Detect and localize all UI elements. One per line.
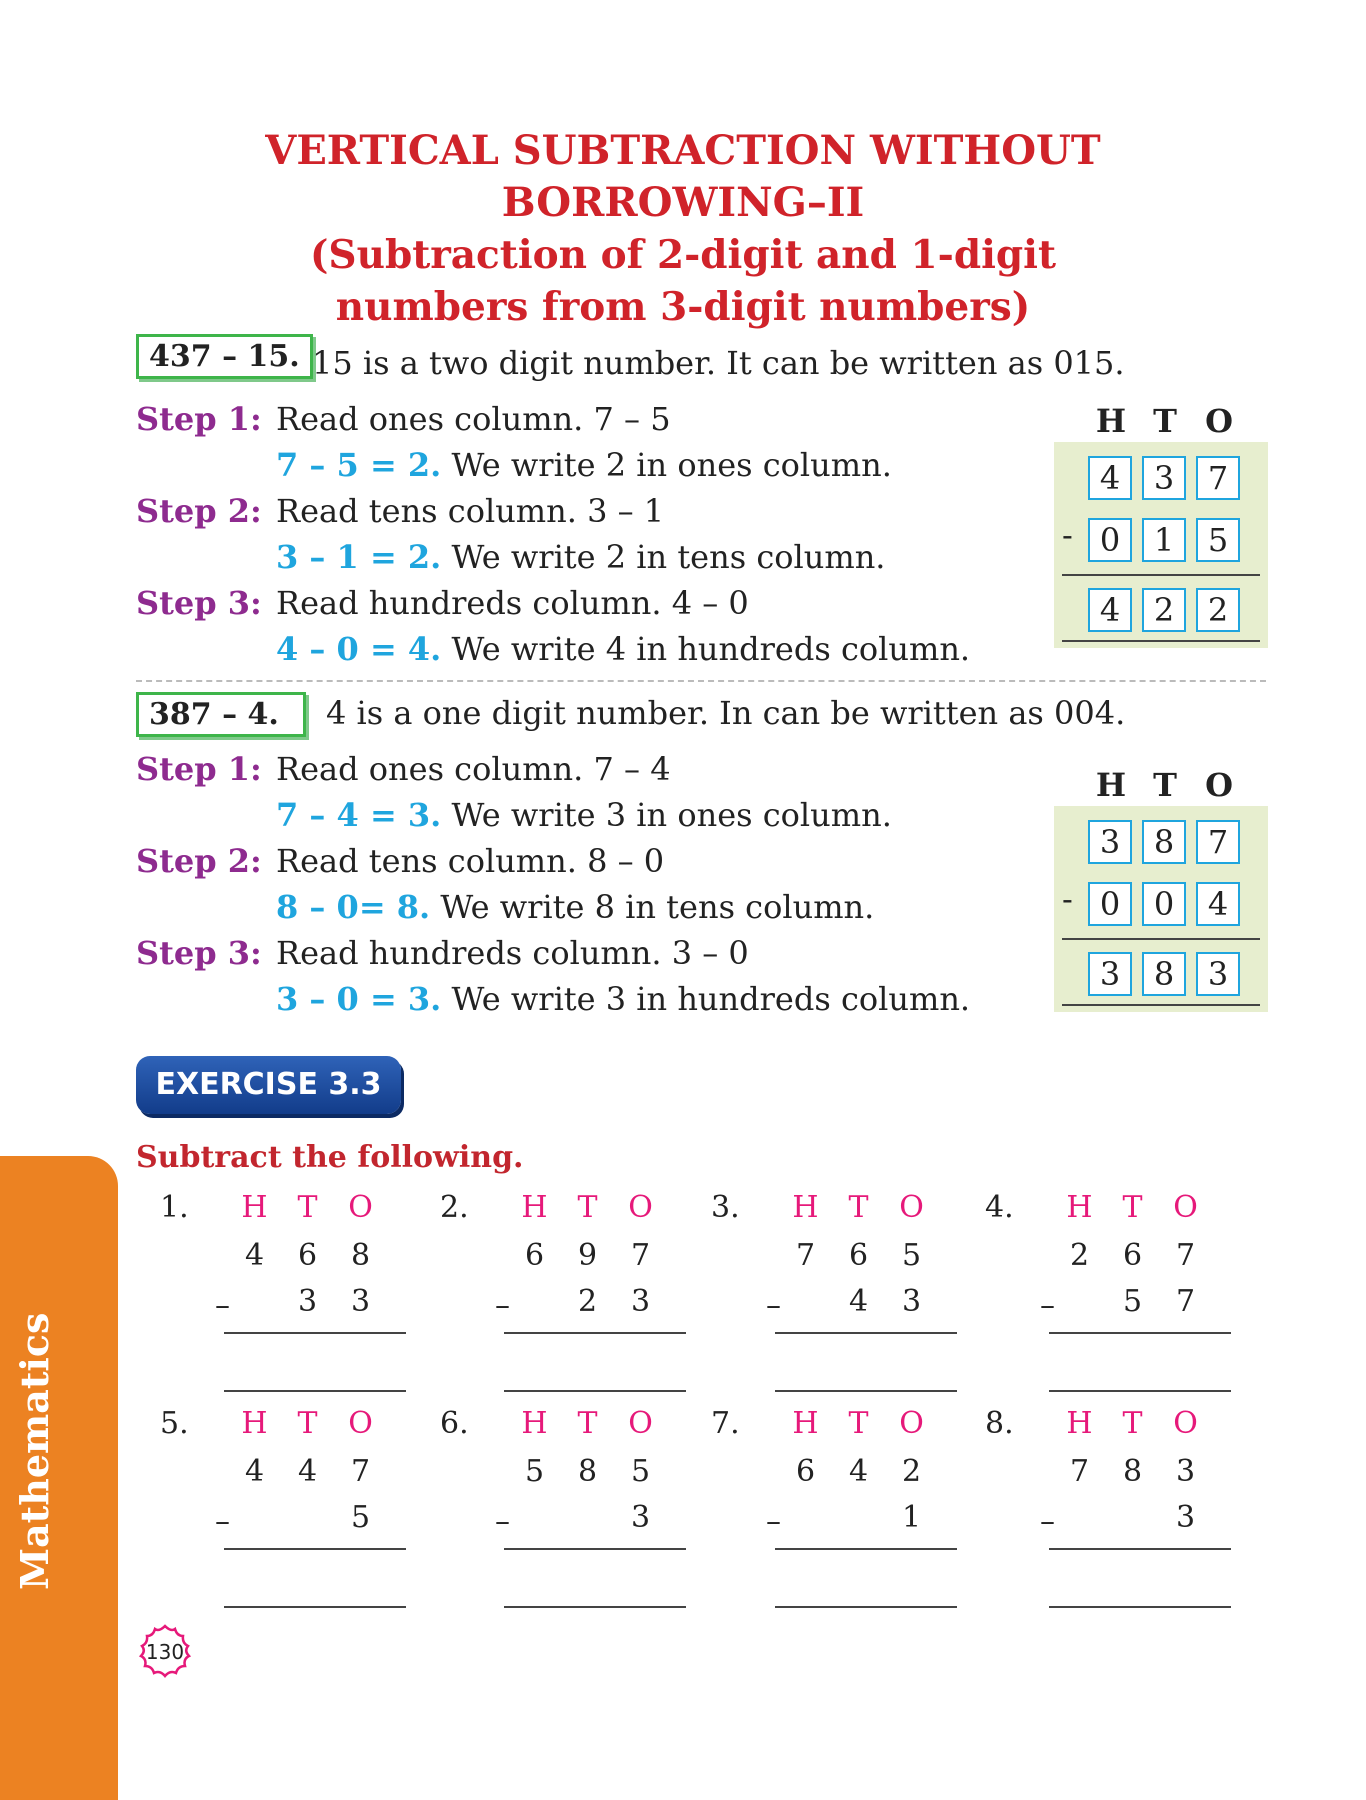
example1-subtrahend-o: 5 — [1196, 518, 1240, 562]
problem-subtrahend — [1053, 1500, 1212, 1535]
problem-subtrahend — [779, 1284, 938, 1319]
problem-top-digit: 3 — [1175, 1454, 1196, 1489]
exercise-instruction: Subtract the following. — [136, 1140, 524, 1175]
problem-hto-header — [1053, 1190, 1212, 1225]
example1-minuend-o: 7 — [1196, 456, 1240, 500]
problem-hto-h: H — [521, 1406, 548, 1441]
example2-step2-result: We write 8 in tens column. — [430, 888, 875, 926]
problem-hto-o: O — [1173, 1190, 1198, 1225]
problem-answer-line — [1049, 1390, 1231, 1392]
problem-number: 1. — [160, 1190, 189, 1225]
problem-number: 2. — [440, 1190, 469, 1225]
example2-minuend-t: 8 — [1142, 820, 1186, 864]
problem-hto-o: O — [628, 1406, 653, 1441]
problem-hto-o: O — [628, 1190, 653, 1225]
example2-label: 387 – 4. — [136, 692, 306, 737]
example1-o: O — [1205, 402, 1233, 440]
exercise-problem — [440, 1190, 670, 1390]
page-number-badge — [130, 1620, 200, 1690]
problem-hto-o: O — [899, 1406, 924, 1441]
example1-step2-result: We write 2 in tens column. — [441, 538, 886, 576]
example1-step1-calc: 7 – 5 = 2. — [276, 446, 442, 484]
problem-minus: – — [766, 1288, 781, 1323]
example2-step2-calc: 8 – 0= 8. — [276, 888, 431, 926]
example2-answer-t: 8 — [1142, 952, 1186, 996]
problem-subtrahend — [508, 1284, 667, 1319]
problem-top-digit: 5 — [901, 1238, 922, 1273]
problem-hto-t: T — [577, 1406, 598, 1441]
example1-minuend-h: 4 — [1088, 456, 1132, 500]
subject-sidebar-label — [12, 1490, 57, 1590]
problem-top-digit: 7 — [795, 1238, 816, 1273]
example1-t: T — [1153, 402, 1177, 440]
page-title — [0, 125, 1366, 333]
problem-minus: – — [1040, 1288, 1055, 1323]
problem-bottom-digit: 7 — [1175, 1284, 1196, 1319]
example2-step2-calc-line — [276, 888, 874, 926]
example1-step2-label: Step 2: — [136, 492, 262, 530]
example1-answer-h: 4 — [1088, 588, 1132, 632]
example2-step1-calc: 7 – 4 = 3. — [276, 796, 442, 834]
example2-subtrahend-h: 0 — [1088, 882, 1132, 926]
title-line-3: (Subtraction of 2-digit and 1-digit — [309, 232, 1057, 278]
problem-top-digit: 4 — [244, 1238, 265, 1273]
problem-line — [1049, 1332, 1231, 1334]
exercise-problem — [160, 1190, 390, 1390]
problem-hto-header — [508, 1406, 667, 1441]
problem-hto-o: O — [348, 1190, 373, 1225]
problem-bottom-digit: 3 — [901, 1284, 922, 1319]
problem-top-digit: 4 — [297, 1454, 318, 1489]
example1-answer-t: 2 — [1142, 588, 1186, 632]
problem-minus: – — [495, 1504, 510, 1539]
example1-intro: 15 is a two digit number. It can be written as 015. — [312, 344, 1125, 382]
problem-hto-o: O — [1173, 1406, 1198, 1441]
example2-h: H — [1095, 766, 1127, 804]
problem-answer-line — [224, 1606, 406, 1608]
problem-top-digit: 7 — [1175, 1238, 1196, 1273]
problem-hto-header — [779, 1190, 938, 1225]
problem-top-digit: 6 — [795, 1454, 816, 1489]
problem-bottom-digit: 3 — [297, 1284, 318, 1319]
problem-line — [504, 1548, 686, 1550]
problem-top-digit: 6 — [848, 1238, 869, 1273]
problem-hto-header — [508, 1190, 667, 1225]
problem-answer-line — [775, 1606, 957, 1608]
example1-minuend-t: 3 — [1142, 456, 1186, 500]
example2-step3-label: Step 3: — [136, 934, 262, 972]
example2-step3-calc: 3 – 0 = 3. — [276, 980, 442, 1018]
example2-minus: - — [1062, 880, 1073, 918]
problem-bottom-digit: 3 — [350, 1284, 371, 1319]
exercise-problem — [440, 1406, 670, 1606]
problem-hto-header — [228, 1406, 387, 1441]
example2-step3-calc-line — [276, 980, 970, 1018]
problem-line — [224, 1548, 406, 1550]
problem-hto-h: H — [1066, 1190, 1093, 1225]
problem-minus: – — [215, 1288, 230, 1323]
example2-step3-result: We write 3 in hundreds column. — [441, 980, 971, 1018]
problem-minus: – — [215, 1504, 230, 1539]
problem-hto-o: O — [348, 1406, 373, 1441]
problem-subtrahend — [508, 1500, 667, 1535]
example1-step2-calc-line — [276, 538, 885, 576]
problem-top-digit: 5 — [630, 1454, 651, 1489]
example1-step1-label: Step 1: — [136, 400, 262, 438]
example2-line-2 — [1062, 1004, 1260, 1006]
problem-minus: – — [766, 1504, 781, 1539]
example2-subtrahend-t: 0 — [1142, 882, 1186, 926]
problem-hto-h: H — [792, 1406, 819, 1441]
example1-line-1 — [1062, 574, 1260, 576]
problem-top-digit: 2 — [1069, 1238, 1090, 1273]
problem-answer-line — [775, 1390, 957, 1392]
example1-hto-header — [1084, 402, 1246, 440]
example1-answer-o: 2 — [1196, 588, 1240, 632]
example2-minuend-h: 3 — [1088, 820, 1132, 864]
problem-top-digit: 5 — [524, 1454, 545, 1489]
problem-top-digit: 7 — [350, 1454, 371, 1489]
problem-hto-t: T — [297, 1190, 318, 1225]
problem-subtrahend — [1053, 1284, 1212, 1319]
example2-step2-text: Read tens column. 8 – 0 — [276, 842, 665, 880]
problem-number: 3. — [711, 1190, 740, 1225]
page-number: 130 — [145, 1640, 185, 1664]
example1-step2-text: Read tens column. 3 – 1 — [276, 492, 665, 530]
example1-step3-calc: 4 – 0 = 4. — [276, 630, 442, 668]
problem-top-digit: 8 — [577, 1454, 598, 1489]
problem-answer-line — [504, 1606, 686, 1608]
example2-hto-header — [1084, 766, 1246, 804]
problem-minuend — [779, 1238, 938, 1273]
problem-answer-line — [504, 1390, 686, 1392]
problem-top-digit: 6 — [524, 1238, 545, 1273]
problem-number: 5. — [160, 1406, 189, 1441]
problem-hto-o: O — [899, 1190, 924, 1225]
example1-step3-calc-line — [276, 630, 970, 668]
problem-line — [504, 1332, 686, 1334]
title-line-2: BORROWING–II — [501, 179, 865, 226]
problem-minuend — [1053, 1238, 1212, 1273]
problem-answer-line — [1049, 1606, 1231, 1608]
problem-hto-t: T — [297, 1406, 318, 1441]
problem-bottom-digit: 3 — [1175, 1500, 1196, 1535]
problem-minuend — [508, 1238, 667, 1273]
problem-hto-h: H — [1066, 1406, 1093, 1441]
problem-top-digit: 7 — [630, 1238, 651, 1273]
problem-hto-header — [1053, 1406, 1212, 1441]
example2-step3-text: Read hundreds column. 3 – 0 — [276, 934, 749, 972]
example2-minuend-o: 7 — [1196, 820, 1240, 864]
problem-hto-h: H — [792, 1190, 819, 1225]
problem-line — [1049, 1548, 1231, 1550]
example2-step1-calc-line — [276, 796, 892, 834]
problem-top-digit: 8 — [1122, 1454, 1143, 1489]
problem-bottom-digit: 5 — [350, 1500, 371, 1535]
problem-subtrahend — [228, 1500, 387, 1535]
problem-answer-line — [224, 1390, 406, 1392]
example2-answer-o: 3 — [1196, 952, 1240, 996]
exercise-problem — [160, 1406, 390, 1606]
problem-number: 6. — [440, 1406, 469, 1441]
example1-step3-label: Step 3: — [136, 584, 262, 622]
exercise-problem — [711, 1406, 941, 1606]
problem-line — [224, 1332, 406, 1334]
example1-step1-calc-line — [276, 446, 892, 484]
problem-number: 8. — [985, 1406, 1014, 1441]
example2-hto-panel — [1054, 806, 1268, 1012]
problem-line — [775, 1548, 957, 1550]
problem-number: 4. — [985, 1190, 1014, 1225]
problem-minuend — [1053, 1454, 1212, 1489]
problem-hto-t: T — [577, 1190, 598, 1225]
example2-o: O — [1205, 766, 1233, 804]
problem-hto-h: H — [521, 1190, 548, 1225]
example2-line-1 — [1062, 938, 1260, 940]
example1-step3-result: We write 4 in hundreds column. — [441, 630, 971, 668]
example2-t: T — [1153, 766, 1177, 804]
problem-minuend — [228, 1238, 387, 1273]
example2-step2-label: Step 2: — [136, 842, 262, 880]
example1-h: H — [1095, 402, 1127, 440]
problem-bottom-digit: 3 — [630, 1500, 651, 1535]
example2-intro: 4 is a one digit number. In can be written as 004. — [326, 694, 1126, 732]
example1-step3-text: Read hundreds column. 4 – 0 — [276, 584, 749, 622]
problem-bottom-digit: 4 — [848, 1284, 869, 1319]
example1-subtrahend-t: 1 — [1142, 518, 1186, 562]
problem-top-digit: 4 — [244, 1454, 265, 1489]
problem-hto-h: H — [241, 1406, 268, 1441]
problem-bottom-digit: 5 — [1122, 1284, 1143, 1319]
problem-bottom-digit: 3 — [630, 1284, 651, 1319]
exercise-problem — [711, 1190, 941, 1390]
title-line-1: VERTICAL SUBTRACTION WITHOUT — [265, 127, 1101, 174]
problem-line — [775, 1332, 957, 1334]
problem-top-digit: 2 — [901, 1454, 922, 1489]
example1-step1-result: We write 2 in ones column. — [441, 446, 892, 484]
section-divider — [136, 680, 1266, 682]
problem-minuend — [228, 1454, 387, 1489]
exercise-badge: EXERCISE 3.3 — [136, 1056, 401, 1114]
problem-hto-header — [228, 1190, 387, 1225]
exercise-problem — [985, 1406, 1215, 1606]
example2-step1-result: We write 3 in ones column. — [441, 796, 892, 834]
problem-minus: – — [495, 1288, 510, 1323]
problem-top-digit: 6 — [297, 1238, 318, 1273]
problem-hto-header — [779, 1406, 938, 1441]
problem-minuend — [779, 1454, 938, 1489]
title-line-4: numbers from 3-digit numbers) — [335, 284, 1031, 330]
problem-top-digit: 6 — [1122, 1238, 1143, 1273]
problem-bottom-digit: 1 — [901, 1500, 922, 1535]
problem-minus: – — [1040, 1504, 1055, 1539]
problem-subtrahend — [228, 1284, 387, 1319]
example2-answer-h: 3 — [1088, 952, 1132, 996]
problem-number: 7. — [711, 1406, 740, 1441]
problem-minuend — [508, 1454, 667, 1489]
problem-subtrahend — [779, 1500, 938, 1535]
example2-step1-text: Read ones column. 7 – 4 — [276, 750, 671, 788]
problem-hto-t: T — [1122, 1190, 1143, 1225]
exercise-problem — [985, 1190, 1215, 1390]
problem-top-digit: 4 — [848, 1454, 869, 1489]
example1-label: 437 – 15. — [136, 334, 313, 379]
problem-hto-t: T — [1122, 1406, 1143, 1441]
problem-top-digit: 7 — [1069, 1454, 1090, 1489]
example1-line-2 — [1062, 640, 1260, 642]
example1-step1-text: Read ones column. 7 – 5 — [276, 400, 671, 438]
problem-hto-h: H — [241, 1190, 268, 1225]
example2-subtrahend-o: 4 — [1196, 882, 1240, 926]
example1-step2-calc: 3 – 1 = 2. — [276, 538, 442, 576]
example2-step1-label: Step 1: — [136, 750, 262, 788]
problem-bottom-digit: 2 — [577, 1284, 598, 1319]
problem-top-digit: 9 — [577, 1238, 598, 1273]
problem-top-digit: 8 — [350, 1238, 371, 1273]
problem-hto-t: T — [848, 1406, 869, 1441]
example1-hto-panel — [1054, 442, 1268, 648]
example1-minus: - — [1062, 516, 1073, 554]
example1-subtrahend-h: 0 — [1088, 518, 1132, 562]
problem-hto-t: T — [848, 1190, 869, 1225]
